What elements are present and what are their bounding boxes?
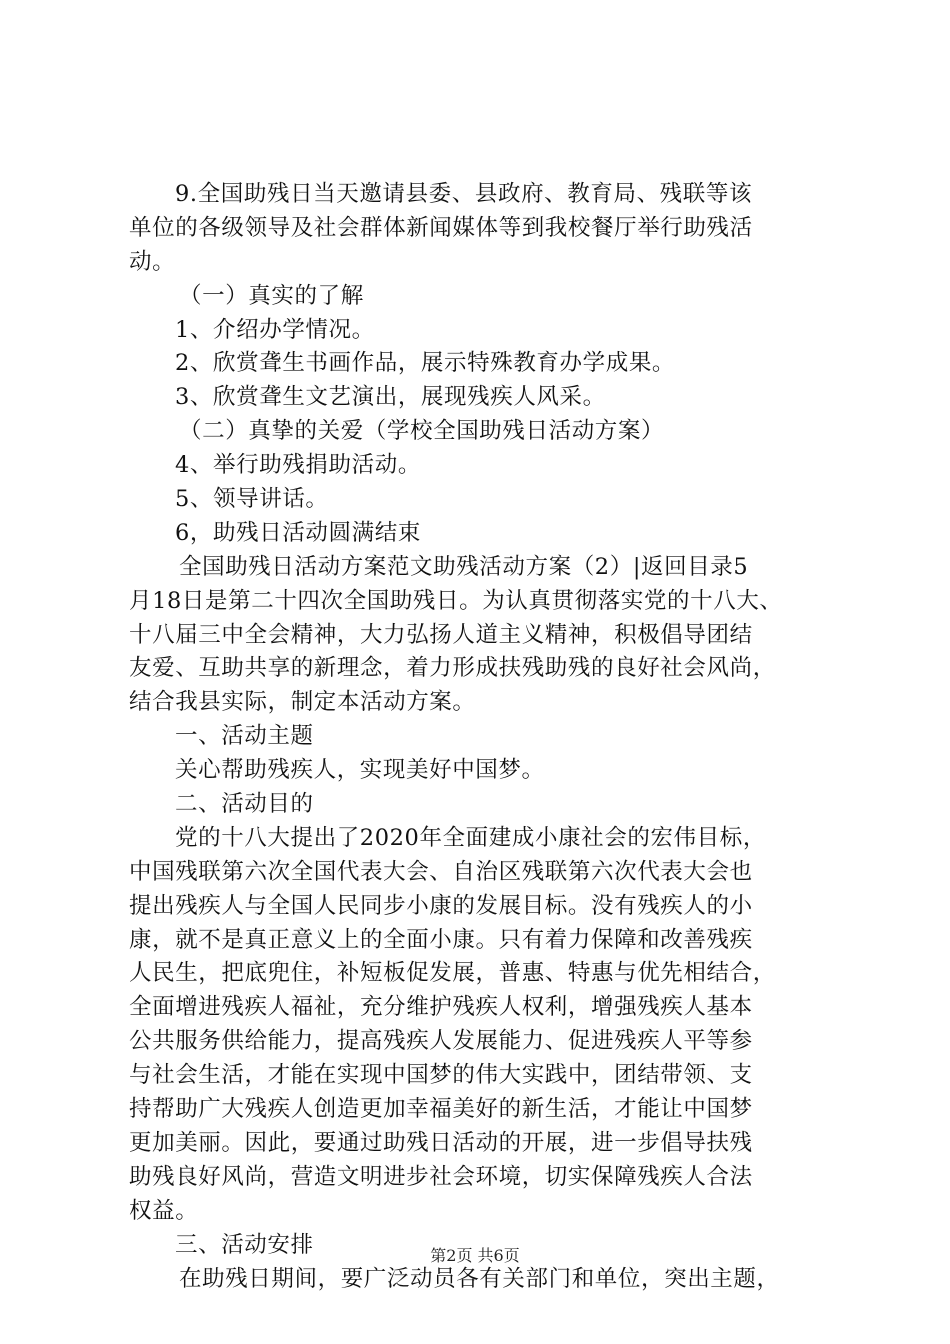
list-item: 2、欣赏聋生书画作品，展示特殊教育办学成果。	[175, 350, 676, 377]
list-item: 6，助残日活动圆满结束	[175, 519, 421, 546]
paragraph-line: 康，就不是真正意义上的全面小康。只有着力保障和改善残疾	[129, 926, 753, 953]
paragraph-line: 持帮助广大残疾人创造更加幸福美好的新生活，才能让中国梦	[129, 1096, 753, 1123]
list-item: 4、举行助残捐助活动。	[175, 452, 421, 479]
section-heading: 一、活动主题	[175, 723, 314, 750]
document-body	[129, 178, 841, 1296]
paragraph-line: 结合我县实际，制定本活动方案。	[129, 689, 476, 716]
section-heading: （二）真挚的关爱（学校全国助残日活动方案）	[179, 418, 665, 445]
paragraph-line: 动。	[129, 248, 176, 275]
section-heading: 二、活动目的	[175, 791, 314, 818]
paragraph-line: 党的十八大提出了2020年全面建成小康社会的宏伟目标，	[175, 824, 766, 851]
paragraph-line: 在助残日期间，要广泛动员各有关部门和单位，突出主题，	[179, 1265, 780, 1292]
paragraph-line: 全国助残日活动方案范文助残活动方案（2）|返回目录5	[179, 553, 749, 580]
paragraph-line: 权益。	[129, 1197, 199, 1224]
paragraph-line: 更加美丽。因此，要通过助残日活动的开展，进一步倡导扶残	[129, 1129, 753, 1156]
list-item: 3、欣赏聋生文艺演出，展现残疾人风采。	[175, 384, 606, 411]
paragraph-line: 9.全国助残日当天邀请县委、县政府、教育局、残联等该	[175, 181, 753, 207]
section-heading: 三、活动安排	[175, 1231, 314, 1258]
paragraph-line: 助残良好风尚，营造文明进步社会环境，切实保障残疾人合法	[129, 1163, 753, 1190]
paragraph-line: 关心帮助残疾人，实现美好中国梦。	[175, 757, 545, 784]
list-item: 1、介绍办学情况。	[175, 316, 375, 343]
page-number-footer: 第2页 共6页	[430, 1246, 520, 1265]
paragraph-line: 提出残疾人与全国人民同步小康的发展目标。没有残疾人的小	[129, 892, 753, 919]
paragraph-line: 中国残联第六次全国代表大会、自治区残联第六次代表大会也	[129, 858, 753, 885]
paragraph-line: 全面增进残疾人福祉，充分维护残疾人权利，增强残疾人基本	[129, 994, 753, 1021]
list-item: 5、领导讲话。	[175, 486, 329, 513]
paragraph-line: 月18日是第二十四次全国助残日。为认真贯彻落实党的十八大、	[129, 587, 783, 614]
paragraph-line: 友爱、互助共享的新理念，着力形成扶残助残的良好社会风尚，	[129, 655, 776, 682]
paragraph-line: 与社会生活，才能在实现中国梦的伟大实践中，团结带领、支	[129, 1062, 753, 1089]
paragraph-line: 人民生，把底兜住，补短板促发展，普惠、特惠与优先相结合，	[129, 960, 776, 987]
paragraph-line: 公共服务供给能力，提高残疾人发展能力、促进残疾人平等参	[129, 1028, 753, 1055]
section-heading: （一）真实的了解	[179, 282, 364, 309]
paragraph-line: 单位的各级领导及社会群体新闻媒体等到我校餐厅举行助残活	[129, 214, 753, 241]
paragraph-line: 十八届三中全会精神，大力弘扬人道主义精神，积极倡导团结	[129, 621, 753, 648]
